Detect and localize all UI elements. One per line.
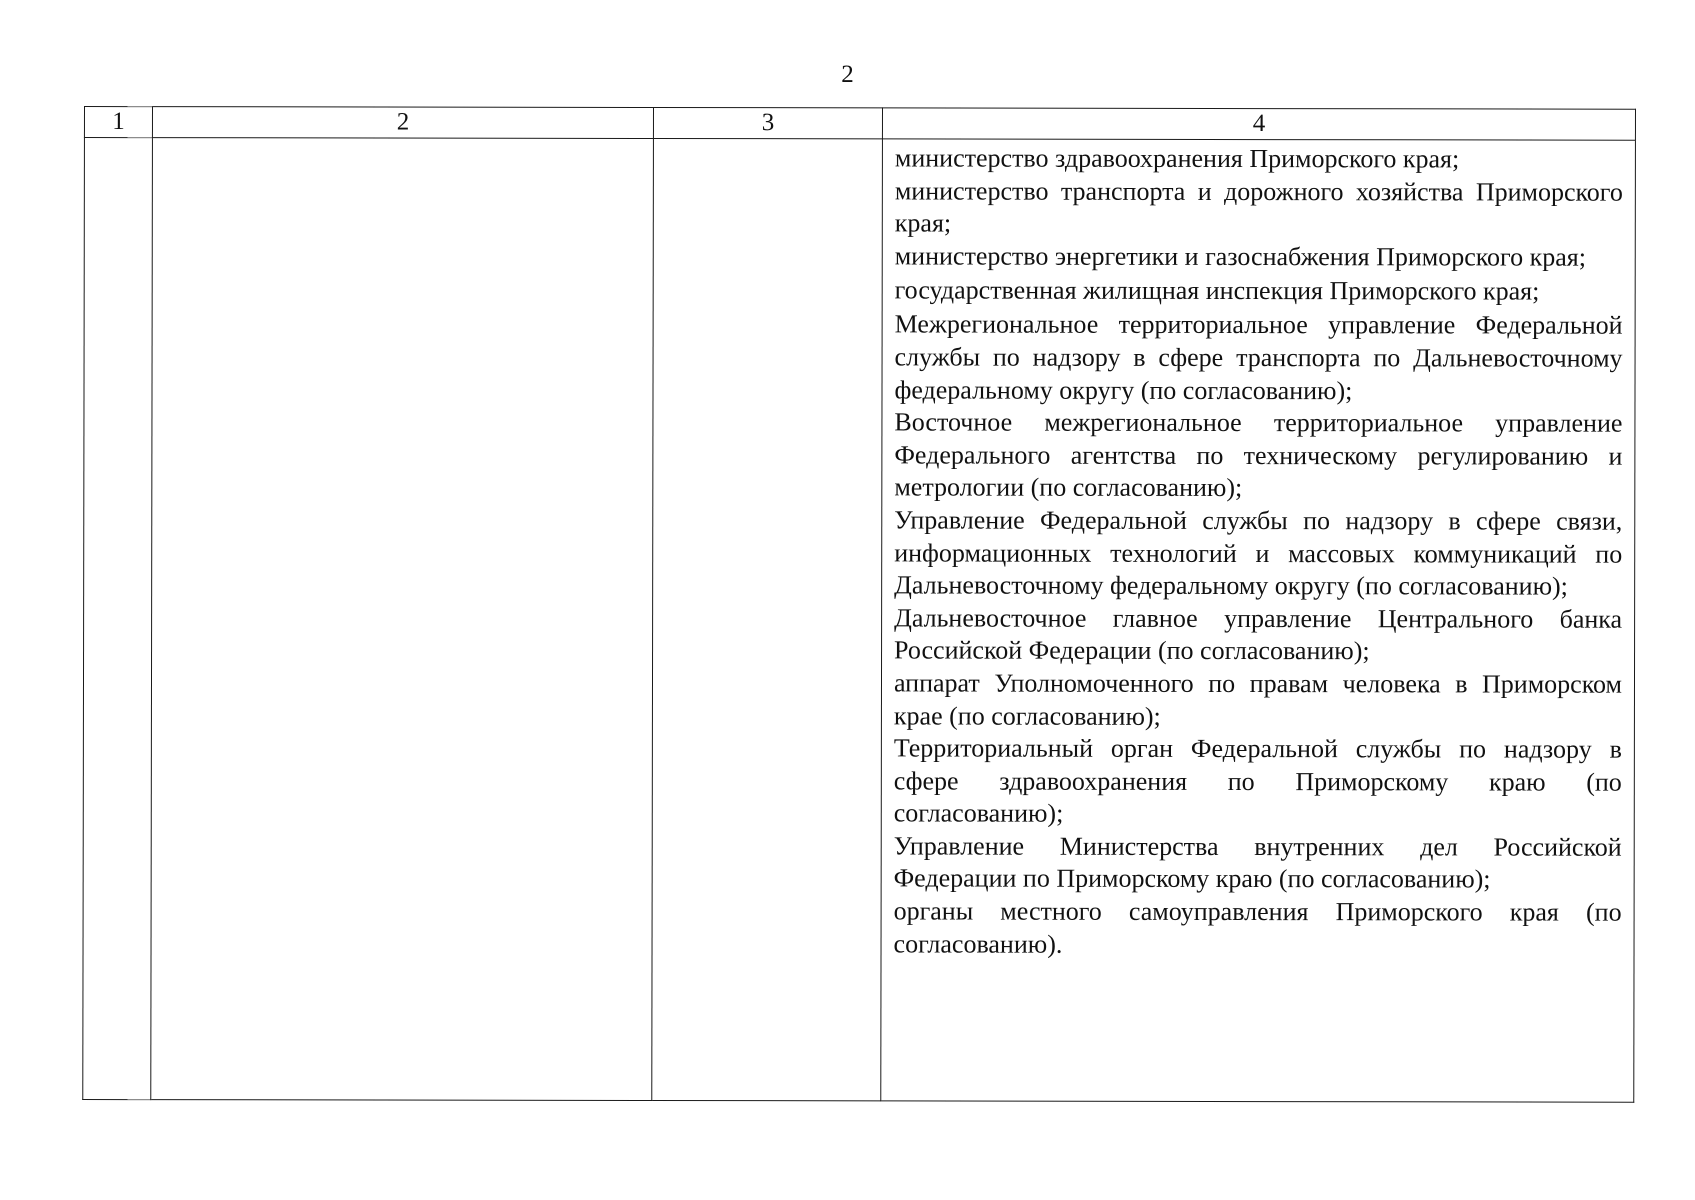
entry-transport-supervision: Межрегиональное территориальное управление Федеральной службы по надзору в сфере транспорта по Дальневосточному федеральному округу (по согласованию); bbox=[894, 309, 1623, 405]
header-cell-1: 1 bbox=[84, 107, 152, 138]
header-cell-3: 3 bbox=[653, 107, 882, 138]
entry-health-ministry: министерство здравоохранения Приморского края; bbox=[894, 143, 1460, 174]
entry-transport-ministry: министерство транспорта и дорожного хозяйства Приморского края; bbox=[894, 176, 1623, 238]
entry-housing-inspection: государственная жилищная инспекция Приморского края; bbox=[894, 275, 1540, 306]
table-header-row bbox=[84, 107, 1635, 141]
cell-col-4 bbox=[881, 139, 1636, 1102]
header-cell-2: 2 bbox=[152, 107, 653, 139]
entry-technical-regulation: Восточное межрегиональное территориальное управление Федерального агентства по техническому регулированию и метрологии (по согласованию); bbox=[894, 407, 1623, 503]
entry-ombudsman: аппарат Уполномоченного по правам человека в Приморском крае (по согласованию); bbox=[893, 668, 1623, 731]
cell-col-1 bbox=[83, 138, 153, 1100]
cell-col-2 bbox=[151, 138, 654, 1101]
entry-local-government: органы местного самоуправления Приморского края (по согласованию). bbox=[893, 896, 1622, 959]
document-table bbox=[82, 106, 1636, 1103]
entry-energy-ministry: министерство энергетики и газоснабжения Приморского края; bbox=[894, 241, 1586, 272]
cell-col-3 bbox=[652, 138, 883, 1100]
entry-internal-affairs: Управление Министерства внутренних дел Российской Федерации по Приморскому краю (по согласованию); bbox=[893, 831, 1622, 894]
entry-healthcare-supervision: Территориальный орган Федеральной службы по надзору в сфере здравоохранения по Приморскому краю (по согласованию); bbox=[893, 733, 1622, 828]
page-number: 2 bbox=[841, 61, 854, 88]
header-cell-4: 4 bbox=[882, 108, 1635, 140]
entry-central-bank: Дальневосточное главное управление Центрального банка Российской Федерации (по согласованию); bbox=[894, 603, 1623, 666]
table-row bbox=[83, 138, 1636, 1103]
entry-communications-supervision: Управление Федеральной службы по надзору в сфере связи, информационных технологий и массовых коммуникаций по Дальневосточному федеральному округу (по согласованию); bbox=[894, 505, 1623, 601]
